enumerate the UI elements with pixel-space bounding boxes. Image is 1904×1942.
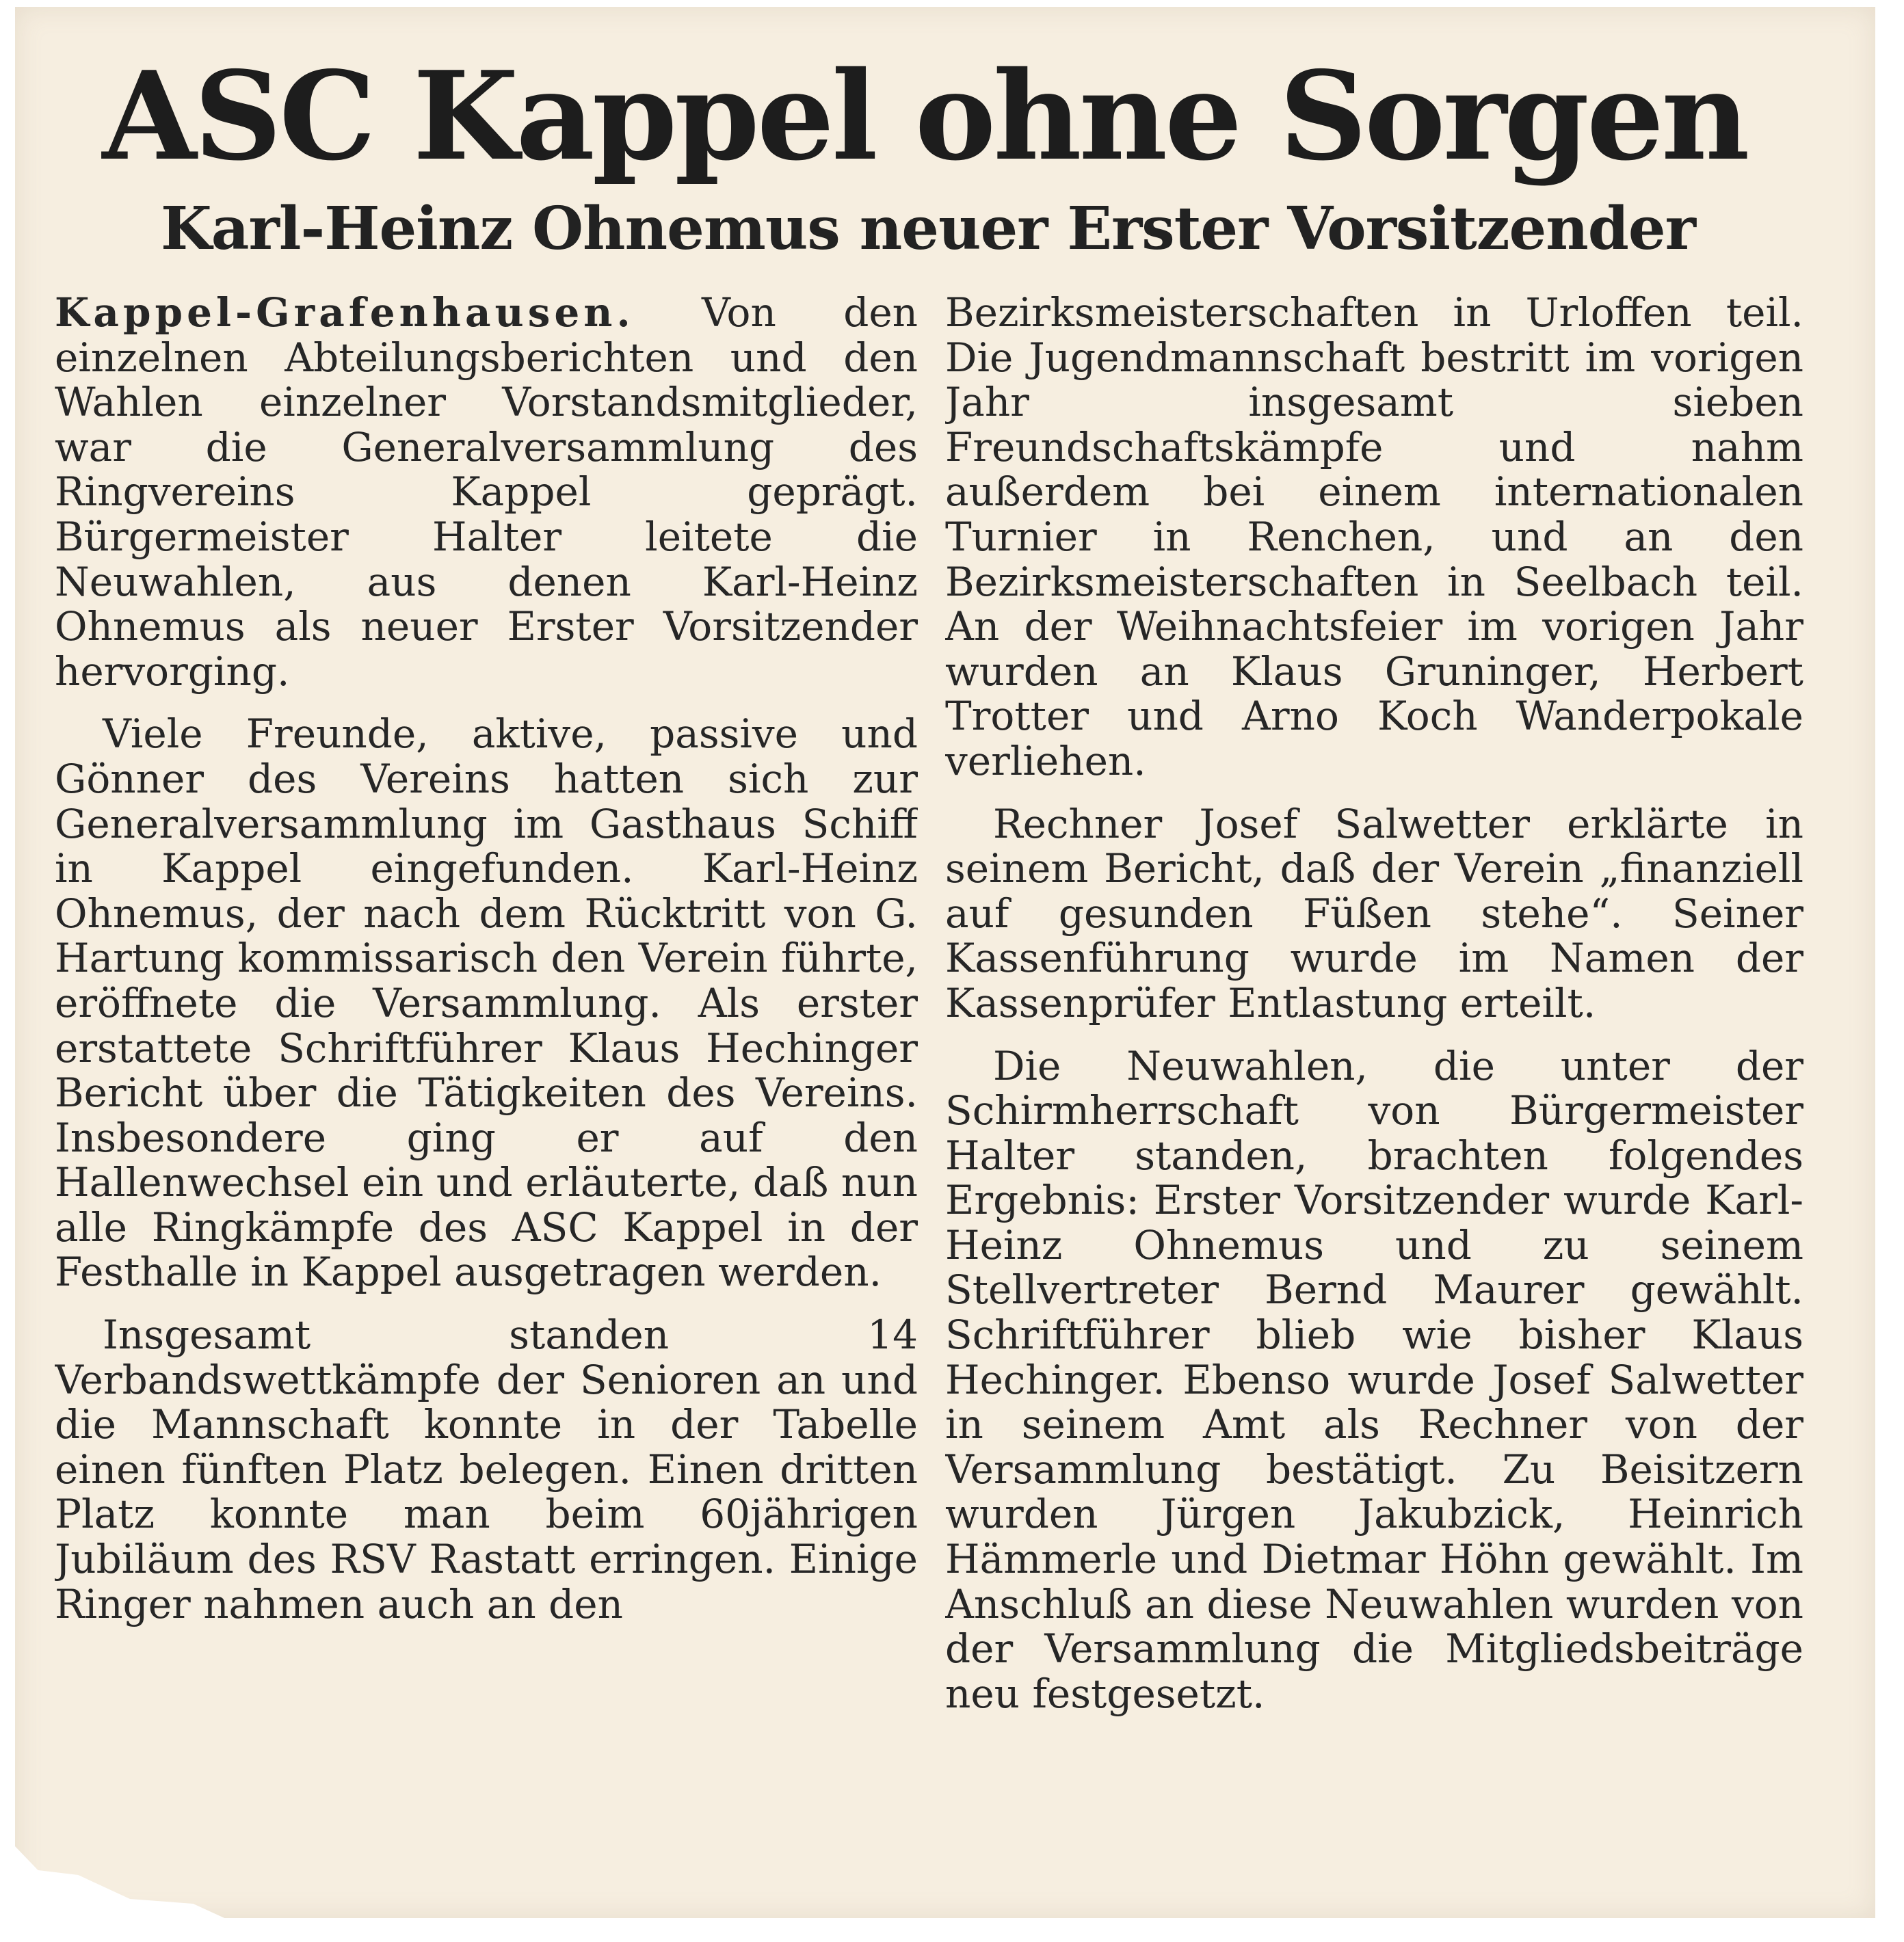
article-paragraph: Viele Freunde, aktive, passive und Gönner des Vereins hatten sich zur Generalversammlung im Gasthaus Schiff in Kappel eingefunden. Karl-Heinz Ohnemus, der nach dem Rücktritt von G. Hartung kommissarisch den Verein führte, eröffnete die Versammlung. Als erster erstattete Schriftführer Klaus Hechinger Bericht über die Tätigkeiten des Vereins. Insbesondere ging er auf den Hallenwechsel ein und erläuterte, daß nun alle Ringkämpfe des ASC Kappel in der Festhalle in Kappel ausgetragen werden.	[55, 710, 918, 1296]
subheadline: Karl-Heinz Ohnemus neuer Erster Vorsitzender	[161, 194, 1695, 263]
headline: ASC Kappel ohne Sorgen	[102, 44, 1747, 187]
dateline: Kappel-Grafenhausen.	[55, 291, 635, 336]
article-paragraph: Bezirksmeisterschaften in Urloffen teil. Die Jugendmannschaft bestritt im vorigen Jahr insgesamt sieben Freundschaftskämpfe und nahm außerdem bei einem internationalen Turnier in Renchen, und an den Bezirksmeisterschaften in Seelbach teil. An der Weihnachtsfeier im vorigen Jahr wurden an Klaus Gruninger, Herbert Trotter und Arno Koch Wanderpokale verliehen.	[945, 291, 1803, 784]
article-paragraph: Insgesamt standen 14 Verbandswettkämpfe der Senioren an und die Mannschaft konnte in der Tabelle einen fünften Platz belegen. Einen dritten Platz konnte man beim 60jährigen Jubiläum des RSV Rastatt erringen. Einige Ringer nahmen auch an den	[55, 1312, 918, 1627]
article-paragraph: Rechner Josef Salwetter erklärte in seinem Bericht, daß der Verein „finanziell auf gesunden Füßen stehe“. Seiner Kassenführung wurde im Namen der Kassenprüfer Entlastung erteilt.	[945, 800, 1803, 1026]
article-paragraph: Die Neuwahlen, die unter der Schirmherrschaft von Bürgermeister Halter standen, brachten folgendes Ergebnis: Erster Vorsitzender wurde Karl-Heinz Ohnemus und zu seinem Stellvertreter Bernd Maurer gewählt. Schriftführer blieb wie bisher Klaus Hechinger. Ebenso wurde Josef Salwetter in seinem Amt als Rechner von der Versammlung bestätigt. Zu Beisitzern wurden Jürgen Jakubzick, Heinrich Hämmerle und Dietmar Höhn gewählt. Im Anschluß an diese Neuwahlen wurden von der Versammlung die Mitgliedsbeiträge neu festgesetzt.	[945, 1042, 1803, 1717]
newspaper-clipping	[15, 7, 1875, 1918]
paragraph-text: Von den einzelnen Abteilungsberichten und den Wahlen einzelner Vorstandsmitglieder, war die Generalversammlung des Ringvereins Kappel geprägt. Bürgermeister Halter leitete die Neuwahlen, aus denen Karl-Heinz Ohnemus als neuer Erster Vorsitzender hervorging.	[55, 291, 918, 695]
article-paragraph	[55, 291, 918, 694]
article-column-right	[945, 291, 1803, 1843]
article-column-left	[55, 291, 918, 1843]
